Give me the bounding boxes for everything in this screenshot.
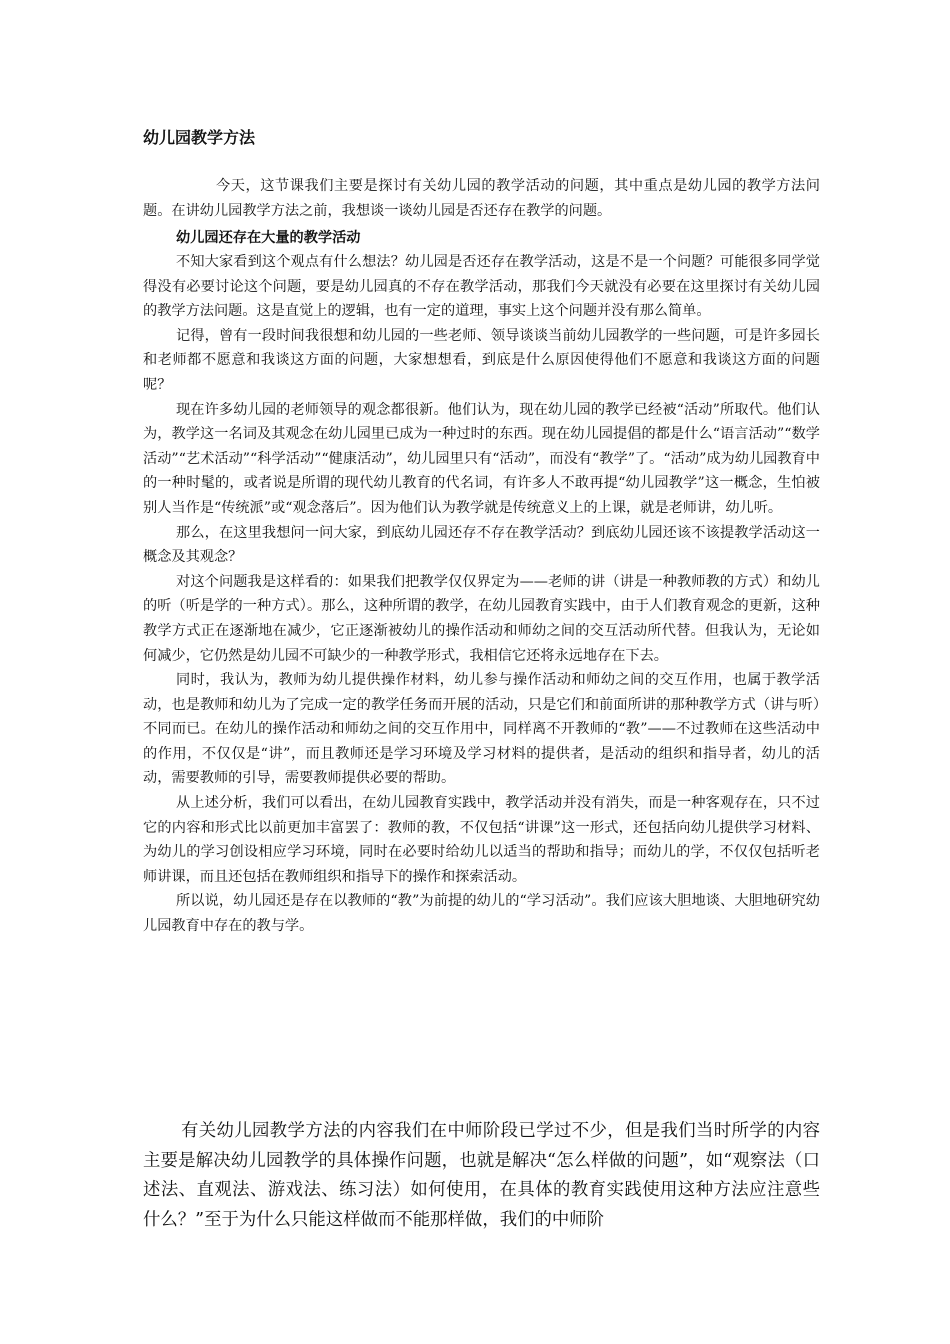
body-paragraph: 同时，我认为，教师为幼儿提供操作材料，幼儿参与操作活动和师幼之间的交互作用，也属于教学活动，也是教师和幼儿为了完成一定的教学任务而开展的活动，只是它们和前面所讲的那种教学方式（讲与听）不同而已。在幼儿的操作活动和师幼之间的交互作用中，同样离不开教师的“教”——不过教师在这些活动中的作用，不仅仅是“讲”，而且教师还是学习环境及学习材料的提供者，是活动的组织和指导者，幼儿的活动，需要教师的引导，需要教师提供必要的帮助。 bbox=[143, 672, 820, 787]
body-text bbox=[143, 250, 820, 939]
closing-paragraph: 有关幼儿园教学方法的内容我们在中师阶段已学过不少，但是我们当时所学的内容主要是解决幼儿园教学的具体操作问题，也就是解决“怎么样做的问题”，如“观察法（口述法、直观法、游戏法、练习法）如何使用，在具体的教育实践使用这种方法应注意些什么？”至于为什么只能这样做而不能那样做，我们的中师阶 bbox=[143, 1121, 820, 1230]
body-paragraph: 对这个问题我是这样看的：如果我们把教学仅仅界定为——老师的讲（讲是一种教师教的方式）和幼儿的听（听是学的一种方式）。那么，这种所谓的教学，在幼儿园教育实践中，由于人们教育观念的更新，这种教学方式正在逐渐地在减少，它正逐渐被幼儿的操作活动和师幼之间的交互活动所代替。但我认为，无论如何减少，它仍然是幼儿园不可缺少的一种教学形式，我相信它还将永远地存在下去。 bbox=[143, 573, 820, 664]
intro-paragraph: 今天，这节课我们主要是探讨有关幼儿园的教学活动的问题，其中重点是幼儿园的教学方法问题。在讲幼儿园教学方法之前，我想谈一谈幼儿园是否还存在教学的问题。 bbox=[143, 178, 820, 219]
body-paragraph: 从上述分析，我们可以看出，在幼儿园教育实践中，教学活动并没有消失，而是一种客观存在，只不过它的内容和形式比以前更加丰富罢了：教师的教，不仅包括“讲课”这一形式，还包括向幼儿提供学习材料、为幼儿的学习创设相应学习环境，同时在必要时给幼儿以适当的帮助和指导；而幼儿的学，不仅仅包括听老师讲课，而且还包括在教师组织和指导下的操作和探索活动。 bbox=[143, 795, 820, 885]
section-heading: 幼儿园还存在大量的教学活动 bbox=[176, 230, 361, 246]
body-paragraph: 不知大家看到这个观点有什么想法？幼儿园是否还存在教学活动，这是不是一个问题？可能很多同学觉得没有必要讨论这个问题，要是幼儿园真的不存在教学活动，那我们今天就没有必要在这里探讨有关幼儿园的教学方法问题。这是直觉上的逻辑，也有一定的道理，事实上这个问题并没有那么简单。 bbox=[143, 254, 820, 320]
closing-block bbox=[143, 1117, 820, 1235]
intro-block bbox=[143, 174, 820, 223]
body-paragraph: 现在许多幼儿园的老师领导的观念都很新。他们认为，现在幼儿园的教学已经被“活动”所取代。他们认为，教学这一名词及其观念在幼儿园里已成为一种过时的东西。现在幼儿园提倡的都是什么“语言活动”“数学活动”“艺术活动”“科学活动”“健康活动”，幼儿园里只有“活动”，而没有“教学”了。“活动”成为幼儿园教育中的一种时髦的，或者说是所谓的现代幼儿教育的代名词，有许多人不敢再提“幼儿园教学”这一概念，生怕被别人当作是“传统派”或“观念落后”。因为他们认为教学就是传统意义上的上课，就是老师讲，幼儿听。 bbox=[143, 401, 820, 516]
body-paragraph: 那么，在这里我想问一问大家，到底幼儿园还存不存在教学活动？到底幼儿园还该不该提教学活动这一概念及其观念？ bbox=[143, 524, 820, 566]
body-paragraph: 所以说，幼儿园还是存在以教师的“教”为前提的幼儿的“学习活动”。我们应该大胆地谈、大胆地研究幼儿园教育中存在的教与学。 bbox=[143, 893, 820, 935]
document-title: 幼儿园教学方法 bbox=[143, 128, 256, 147]
body-paragraph: 记得，曾有一段时间我很想和幼儿园的一些老师、领导谈谈当前幼儿园教学的一些问题，可是许多园长和老师都不愿意和我谈这方面的问题，大家想想看，到底是什么原因使得他们不愿意和我谈这方面的问题呢？ bbox=[143, 327, 820, 393]
